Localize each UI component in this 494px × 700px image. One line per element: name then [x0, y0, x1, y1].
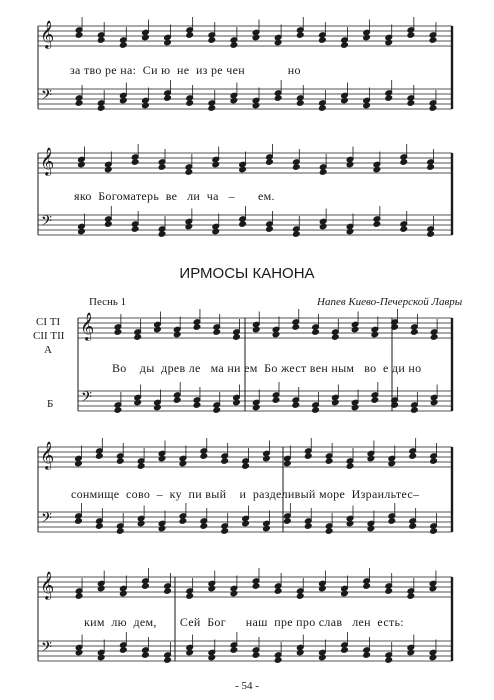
note-head [97, 37, 105, 44]
note-head [407, 649, 415, 656]
treble-clef-icon: 𝄞 [80, 312, 95, 340]
bass-clef-icon: 𝄢 [41, 510, 52, 530]
note-head [427, 231, 435, 238]
note-head [142, 34, 150, 41]
note-head [186, 593, 194, 600]
note-head [373, 221, 381, 228]
note-head [78, 228, 86, 235]
lyrics-system-5: ким лю дем, Сей Бог наш пре про слав лен есть: [84, 615, 404, 629]
note-head [131, 159, 139, 166]
note-head [429, 585, 437, 592]
voice-label-line3: А [44, 344, 52, 356]
voice-label-line2: СII ТII [33, 330, 65, 342]
note-head [263, 525, 271, 532]
note-head [319, 37, 327, 44]
note-head [274, 657, 282, 664]
note-head [230, 97, 238, 104]
note-head [252, 404, 260, 411]
treble-clef-icon: 𝄞 [40, 441, 55, 469]
note-head [332, 399, 340, 406]
note-head [274, 95, 282, 102]
note-head [164, 588, 172, 595]
note-head [137, 463, 145, 470]
note-head [154, 404, 162, 411]
note-head [158, 231, 166, 238]
note-head [208, 585, 216, 592]
note-head [131, 226, 139, 233]
note-head [427, 164, 435, 171]
note-head [78, 161, 86, 168]
lyrics-system-3: Во ды древ ле ма ни ем Бо жест вен ным во е ди но [112, 361, 422, 375]
note-head [296, 100, 304, 107]
treble-clef-icon: 𝄞 [40, 20, 55, 48]
note-head [292, 324, 300, 331]
note-head [292, 402, 300, 409]
note-head [120, 42, 128, 49]
bass-clef-icon: 𝄢 [41, 213, 52, 233]
note-head [385, 39, 393, 46]
note-head [304, 523, 312, 530]
note-head [346, 463, 354, 470]
note-head [388, 518, 396, 525]
note-head [104, 166, 112, 173]
note-head [75, 100, 83, 107]
page-number: - 54 - [235, 680, 259, 692]
note-head [75, 460, 83, 467]
lyrics-system-1: за тво ре на: Си ю не из ре чен но [70, 63, 301, 77]
note-head [252, 34, 260, 41]
note-head [179, 518, 187, 525]
note-head [221, 528, 229, 535]
note-head [230, 590, 238, 597]
note-head [208, 654, 216, 661]
note-head [367, 455, 375, 462]
note-head [341, 42, 349, 49]
note-head [407, 593, 415, 600]
note-head [173, 397, 181, 404]
note-head [114, 329, 122, 336]
note-head [186, 32, 194, 39]
note-head [407, 100, 415, 107]
lyrics-system-4: сонмище сово – ку пи вый и разделивый море Израильтес– [71, 487, 420, 501]
note-head [186, 649, 194, 656]
note-head [221, 458, 229, 465]
note-head [388, 460, 396, 467]
note-head [193, 324, 201, 331]
note-head [367, 525, 375, 532]
note-head [284, 460, 292, 467]
note-head [252, 652, 260, 659]
note-head [284, 518, 292, 525]
note-head [116, 528, 124, 535]
chant-name: Напев Киево-Печерской Лавры [317, 296, 463, 308]
note-head [142, 102, 150, 109]
note-head [134, 334, 142, 341]
note-head [114, 407, 122, 414]
note-head [97, 654, 105, 661]
note-head [319, 223, 327, 230]
note-head [363, 583, 371, 590]
note-head [296, 593, 304, 600]
note-head [325, 458, 333, 465]
note-head [212, 161, 220, 168]
note-head [312, 329, 320, 336]
note-head [351, 404, 359, 411]
note-head [332, 334, 340, 341]
note-head [429, 105, 437, 112]
note-head [120, 647, 128, 654]
note-head [319, 585, 327, 592]
note-head [296, 649, 304, 656]
note-head [213, 407, 221, 414]
note-head [208, 37, 216, 44]
note-head [409, 453, 417, 460]
note-head [242, 520, 250, 527]
note-head [430, 458, 438, 465]
note-head [97, 105, 105, 112]
note-head [319, 654, 327, 661]
note-head [134, 399, 142, 406]
note-head [158, 164, 166, 171]
note-head [186, 100, 194, 107]
note-head [341, 647, 349, 654]
note-head [385, 657, 393, 664]
note-head [385, 588, 393, 595]
note-head [266, 226, 274, 233]
note-head [212, 228, 220, 235]
note-head [252, 326, 260, 333]
note-head [75, 32, 83, 39]
voice-label-bass: Б [47, 398, 54, 410]
note-head [233, 399, 241, 406]
note-head [142, 583, 150, 590]
note-head [230, 42, 238, 49]
treble-clef-icon: 𝄞 [40, 147, 55, 175]
note-head [252, 583, 260, 590]
note-head [97, 585, 105, 592]
note-head [272, 397, 280, 404]
note-head [164, 39, 172, 46]
note-head [429, 654, 437, 661]
note-head [233, 334, 241, 341]
voice-label-line1: СI ТI [36, 316, 61, 328]
treble-clef-icon: 𝄞 [40, 571, 55, 599]
note-head [96, 453, 104, 460]
note-head [164, 95, 172, 102]
ode-label: Песнь 1 [89, 296, 127, 308]
note-head [208, 105, 216, 112]
note-head [400, 159, 408, 166]
note-head [274, 588, 282, 595]
note-head [430, 334, 438, 341]
note-head [325, 528, 333, 535]
note-head [319, 169, 327, 176]
note-head [116, 458, 124, 465]
note-head [319, 105, 327, 112]
note-head [185, 169, 193, 176]
note-head [179, 460, 187, 467]
note-head [292, 164, 300, 171]
note-head [104, 221, 112, 228]
note-head [373, 166, 381, 173]
note-head [230, 647, 238, 654]
note-head [371, 397, 379, 404]
note-head [96, 523, 104, 530]
note-head [409, 523, 417, 530]
note-head [346, 520, 354, 527]
section-title: ИРМОСЫ КАНОНА [179, 265, 315, 282]
note-head [75, 593, 83, 600]
note-head [252, 102, 260, 109]
note-head [173, 331, 181, 338]
note-head [363, 34, 371, 41]
note-head [296, 32, 304, 39]
note-head [164, 657, 172, 664]
note-head [341, 590, 349, 597]
note-head [363, 102, 371, 109]
note-head [75, 518, 83, 525]
note-head [429, 37, 437, 44]
note-head [120, 97, 128, 104]
note-head [430, 528, 438, 535]
note-head [411, 407, 419, 414]
note-head [385, 95, 393, 102]
note-head [142, 652, 150, 659]
note-head [304, 453, 312, 460]
note-head [185, 223, 193, 230]
note-head [363, 652, 371, 659]
note-head [411, 329, 419, 336]
note-head [430, 399, 438, 406]
bass-clef-icon: 𝄢 [41, 639, 52, 659]
note-head [239, 166, 247, 173]
note-head [312, 407, 320, 414]
note-head [272, 331, 280, 338]
note-head [263, 455, 271, 462]
note-head [341, 97, 349, 104]
note-head [407, 32, 415, 39]
note-head [213, 329, 221, 336]
notes [75, 17, 438, 663]
lyrics-system-2: яко Богоматерь ве ли ча – ем. [74, 189, 275, 203]
bass-clef-icon: 𝄢 [41, 87, 52, 107]
note-head [346, 161, 354, 168]
note-head [242, 463, 250, 470]
note-head [351, 326, 359, 333]
bass-clef-icon: 𝄢 [81, 389, 92, 409]
note-head [137, 520, 145, 527]
note-head [239, 221, 247, 228]
note-head [371, 331, 379, 338]
note-head [75, 649, 83, 656]
note-head [266, 159, 274, 166]
note-head [292, 231, 300, 238]
note-head [346, 228, 354, 235]
note-head [200, 523, 208, 530]
note-head [193, 402, 201, 409]
note-head [158, 455, 166, 462]
note-head [158, 525, 166, 532]
note-head [120, 590, 128, 597]
note-head [154, 326, 162, 333]
note-head [274, 39, 282, 46]
note-head [200, 453, 208, 460]
note-head [400, 226, 408, 233]
barlines [38, 26, 452, 661]
